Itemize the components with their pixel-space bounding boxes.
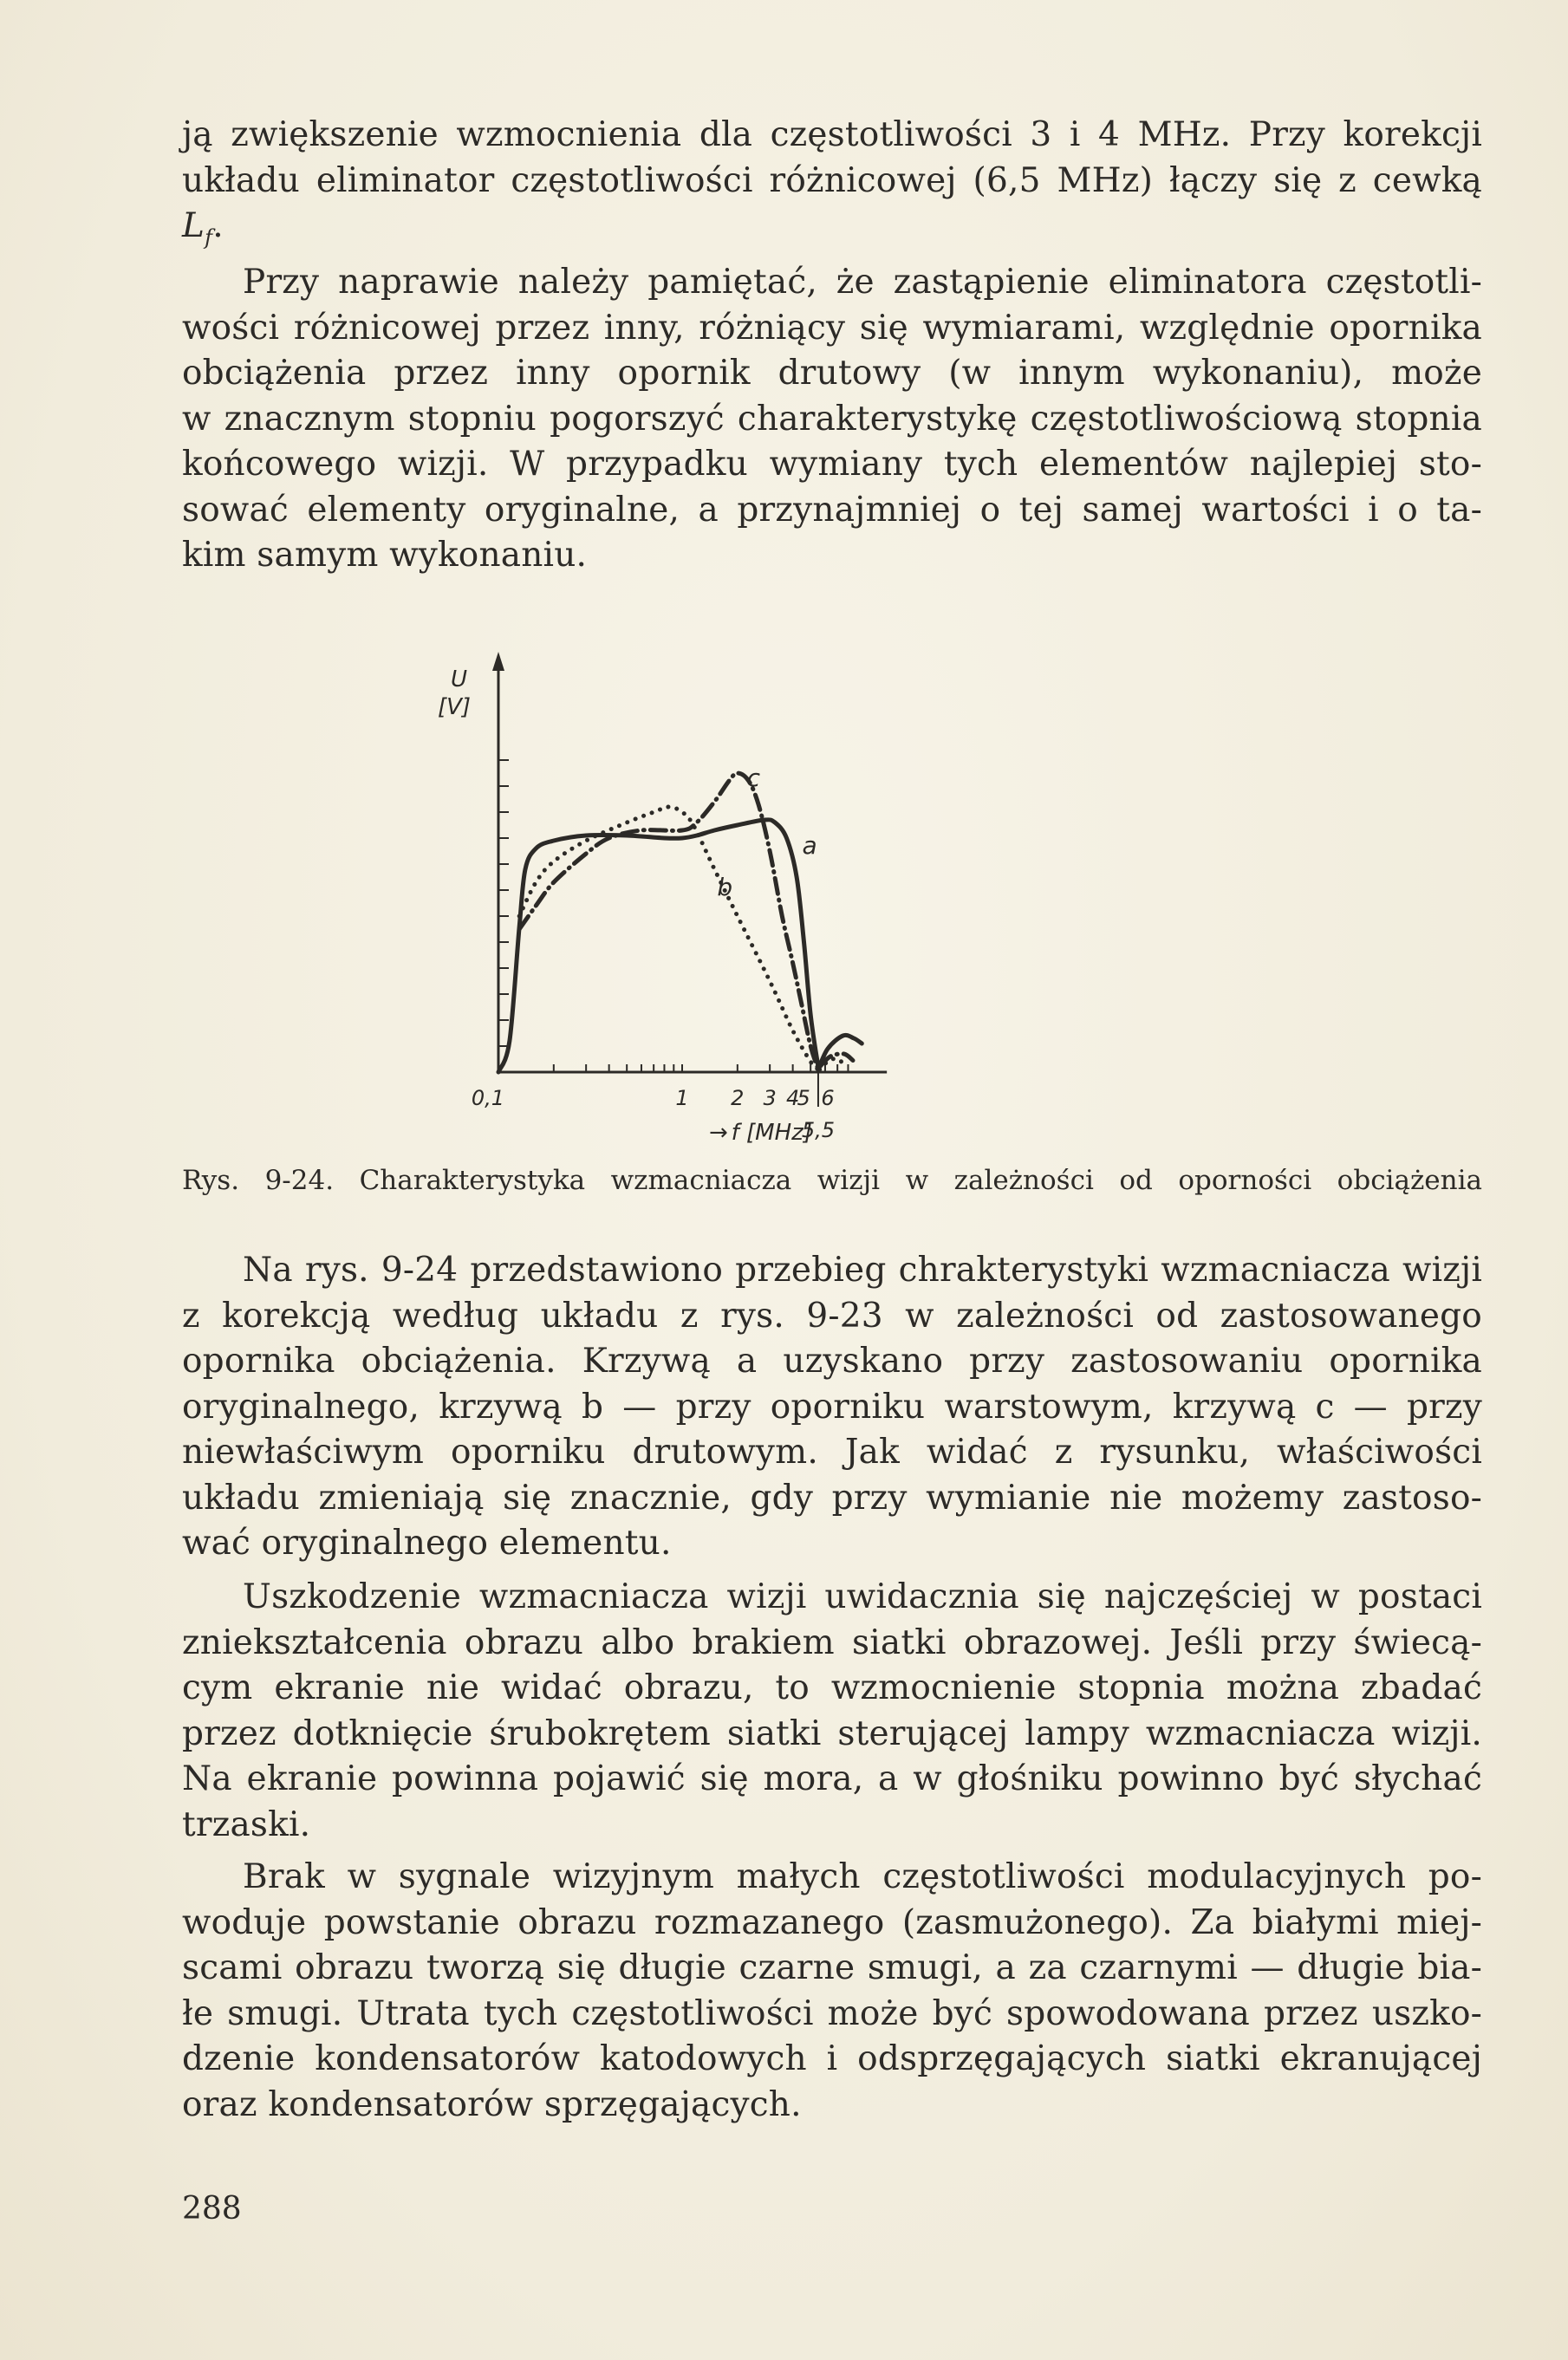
text-line: układu zmieniają się znacznie, gdy przy wymianie nie możemy zastoso- bbox=[182, 1478, 1482, 1518]
x-tick-label: 4 bbox=[785, 1086, 800, 1110]
text-line: ją zwiększenie wzmocnienia dla częstotliwości 3 i 4 MHz. Przy korekcji bbox=[182, 115, 1482, 154]
text-line: przez dotknięcie śrubokrętem siatki sterującej lampy wzmacniacza wizji. bbox=[182, 1713, 1482, 1753]
figure-caption: Rys. 9-24. Charakterystyka wzmacniacza wizji w zależności od oporności obciążenia bbox=[182, 1165, 1482, 1196]
text-line: woduje powstanie obrazu rozmazanego (zasmużonego). Za białymi miej- bbox=[182, 1902, 1482, 1942]
x-tick-label: 5,5 bbox=[801, 1118, 836, 1142]
text-line: oryginalnego, krzywą b — przy oporniku warstowym, krzywą c — przy bbox=[182, 1387, 1482, 1427]
y-axis-label: U bbox=[451, 666, 468, 692]
text-line: Uszkodzenie wzmacniacza wizji uwidacznia się najczęściej w postaci bbox=[243, 1577, 1482, 1616]
curve-b bbox=[519, 807, 818, 1069]
x-tick-label: 0,1 bbox=[471, 1086, 505, 1110]
page-number: 288 bbox=[182, 2191, 242, 2227]
text-line: Na rys. 9-24 przedstawiono przebieg chrakterystyki wzmacniacza wizji bbox=[243, 1251, 1482, 1290]
text-line: wości różnicowej przez inny, różniący się wymiarami, względnie opornika bbox=[182, 308, 1482, 348]
text-line: zniekształcenia obrazu albo brakiem siatki obrazowej. Jeśli przy świecą- bbox=[182, 1622, 1482, 1662]
curve-label-b: b bbox=[717, 873, 733, 901]
text-line: w znacznym stopniu pogorszyć charakterystykę częstotliwościową stopnia bbox=[182, 399, 1482, 439]
text-line: układu eliminator częstotliwości różnicowej (6,5 MHz) łączy się z cewką bbox=[182, 160, 1482, 200]
coil-subscript: f bbox=[205, 224, 213, 250]
paragraph-repair-note bbox=[182, 260, 1482, 579]
curve-c bbox=[519, 773, 818, 1069]
text-line: oraz kondensatorów sprzęgających. bbox=[182, 2084, 802, 2124]
coil-period: . bbox=[212, 206, 224, 245]
chart-series bbox=[498, 773, 862, 1072]
text-line: trzaski. bbox=[182, 1804, 311, 1844]
text-line: kim samym wykonaniu. bbox=[182, 536, 588, 575]
x-axis-label: f [MHz] bbox=[731, 1120, 812, 1146]
x-tick-label: 6 bbox=[821, 1086, 835, 1110]
curve-label-a: a bbox=[802, 831, 817, 860]
paragraph-figure-description bbox=[182, 1248, 1482, 1567]
text-line: wać oryginalnego elementu. bbox=[182, 1524, 672, 1563]
y-axis-unit: [V] bbox=[438, 694, 472, 720]
x-axis-arrow-icon: → bbox=[708, 1120, 728, 1146]
text-line: końcowego wizji. W przypadku wymiany tych elementów najlepiej sto- bbox=[182, 445, 1482, 484]
y-axis-arrow-icon bbox=[492, 652, 504, 671]
x-tick-label: 1 bbox=[675, 1086, 689, 1110]
text-line: dzenie kondensatorów katodowych i odsprzęgających siatki ekranującej bbox=[182, 2039, 1482, 2078]
paragraph-low-frequency-loss bbox=[182, 1855, 1482, 2128]
text-line: scami obrazu tworzą się długie czarne smugi, a za czarnymi — długie bia- bbox=[182, 1948, 1482, 1987]
text-line: niewłaściwym oporniku drutowym. Jak widać z rysunku, właściwości bbox=[182, 1433, 1482, 1472]
coil-symbol: L bbox=[182, 206, 205, 245]
text-line: Na ekranie powinna pojawić się mora, a w głośniku powinno być słychać bbox=[182, 1759, 1482, 1798]
text-line: sować elementy oryginalne, a przynajmniej o tej samej wartości i o ta- bbox=[182, 490, 1482, 530]
text-line: cym ekranie nie widać obrazu, to wzmocnienie stopnia można zbadać bbox=[182, 1668, 1482, 1707]
paragraph-continued bbox=[182, 113, 1482, 250]
text-line: obciążenia przez inny opornik drutowy (w innym wykonaniu), może bbox=[182, 354, 1482, 393]
curve-label-c: c bbox=[746, 764, 761, 792]
coil-symbol-line bbox=[182, 204, 1482, 250]
x-tick-label: 2 bbox=[731, 1086, 745, 1110]
chart-axes bbox=[492, 652, 887, 1107]
frequency-response-chart bbox=[416, 624, 1196, 1161]
text-line: łe smugi. Utrata tych częstotliwości może być spowodowana przez uszko- bbox=[182, 1993, 1482, 2033]
chart-svg bbox=[416, 624, 1196, 1161]
x-tick-label: 5 bbox=[797, 1086, 810, 1110]
text-line: Brak w sygnale wizyjnym małych częstotliwości modulacyjnych po- bbox=[243, 1857, 1482, 1896]
text-line: Przy naprawie należy pamiętać, że zastąpienie eliminatora częstotli- bbox=[243, 263, 1482, 302]
text-line: opornika obciążenia. Krzywą a uzyskano przy zastosowaniu opornika bbox=[182, 1342, 1482, 1381]
paragraph-fault-symptoms bbox=[182, 1575, 1482, 1848]
x-tick-label: 3 bbox=[763, 1086, 777, 1110]
text-line: z korekcją według układu z rys. 9-23 w zależności od zastosowanego bbox=[182, 1296, 1482, 1336]
